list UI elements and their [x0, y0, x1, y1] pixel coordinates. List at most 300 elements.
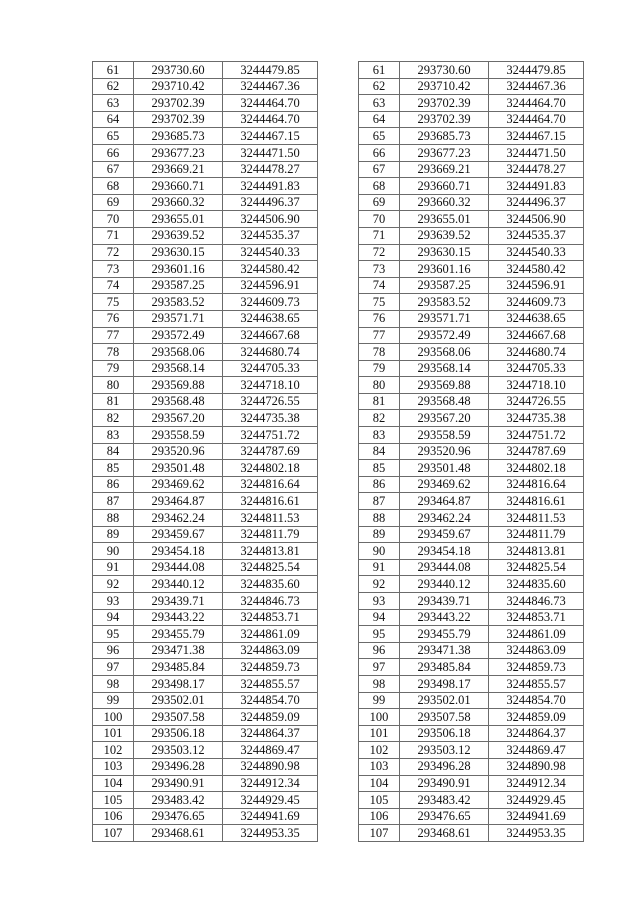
point-number-cell: 87: [93, 493, 134, 510]
y-coordinate-cell: 3244735.38: [489, 410, 584, 427]
point-number-cell: 86: [359, 476, 400, 493]
y-coordinate-cell: 3244816.64: [489, 476, 584, 493]
point-number-cell: 61: [359, 62, 400, 79]
table-row: [93, 742, 318, 759]
table-row: [359, 95, 584, 112]
y-coordinate-cell: 3244912.34: [489, 775, 584, 792]
y-coordinate-cell: 3244467.15: [223, 128, 318, 145]
x-coordinate-cell: 293471.38: [400, 642, 489, 659]
table-row: [359, 294, 584, 311]
y-coordinate-cell: 3244496.37: [223, 194, 318, 211]
point-number-cell: 106: [93, 808, 134, 825]
y-coordinate-cell: 3244811.79: [223, 526, 318, 543]
x-coordinate-cell: 293464.87: [134, 493, 223, 510]
y-coordinate-cell: 3244953.35: [489, 825, 584, 842]
table-row: [359, 244, 584, 261]
table-row: [359, 543, 584, 560]
point-number-cell: 107: [359, 825, 400, 842]
y-coordinate-cell: 3244816.64: [223, 476, 318, 493]
table-row: [93, 144, 318, 161]
point-number-cell: 107: [93, 825, 134, 842]
x-coordinate-cell: 293587.25: [400, 277, 489, 294]
x-coordinate-cell: 293485.84: [134, 659, 223, 676]
y-coordinate-cell: 3244890.98: [223, 758, 318, 775]
point-number-cell: 99: [359, 692, 400, 709]
point-number-cell: 100: [93, 709, 134, 726]
table-row: [93, 593, 318, 610]
x-coordinate-cell: 293568.14: [400, 360, 489, 377]
table-row: [359, 62, 584, 79]
point-number-cell: 100: [359, 709, 400, 726]
y-coordinate-cell: 3244464.70: [223, 111, 318, 128]
point-number-cell: 97: [93, 659, 134, 676]
point-number-cell: 95: [93, 626, 134, 643]
point-number-cell: 104: [93, 775, 134, 792]
table-row: [93, 576, 318, 593]
table-row: [359, 559, 584, 576]
x-coordinate-cell: 293660.32: [400, 194, 489, 211]
point-number-cell: 86: [93, 476, 134, 493]
x-coordinate-cell: 293583.52: [134, 294, 223, 311]
y-coordinate-cell: 3244835.60: [489, 576, 584, 593]
x-coordinate-cell: 293583.52: [400, 294, 489, 311]
y-coordinate-cell: 3244863.09: [489, 642, 584, 659]
y-coordinate-cell: 3244816.61: [489, 493, 584, 510]
x-coordinate-cell: 293677.23: [134, 144, 223, 161]
table-row: [359, 111, 584, 128]
table-row: [359, 709, 584, 726]
y-coordinate-cell: 3244811.53: [223, 510, 318, 527]
x-coordinate-cell: 293506.18: [134, 725, 223, 742]
table-row: [93, 178, 318, 195]
y-coordinate-cell: 3244667.68: [223, 327, 318, 344]
y-coordinate-cell: 3244854.70: [223, 692, 318, 709]
point-number-cell: 76: [359, 310, 400, 327]
x-coordinate-cell: 293502.01: [400, 692, 489, 709]
table-row: [359, 344, 584, 361]
table-row: [93, 825, 318, 842]
table-row: [359, 526, 584, 543]
x-coordinate-cell: 293685.73: [400, 128, 489, 145]
x-coordinate-cell: 293660.71: [134, 178, 223, 195]
y-coordinate-cell: 3244853.71: [223, 609, 318, 626]
point-number-cell: 76: [93, 310, 134, 327]
y-coordinate-cell: 3244667.68: [489, 327, 584, 344]
point-number-cell: 73: [93, 261, 134, 278]
table-row: [93, 476, 318, 493]
table-row: [93, 559, 318, 576]
point-number-cell: 85: [359, 460, 400, 477]
point-number-cell: 81: [93, 393, 134, 410]
y-coordinate-cell: 3244953.35: [223, 825, 318, 842]
point-number-cell: 98: [359, 675, 400, 692]
point-number-cell: 80: [359, 377, 400, 394]
x-coordinate-cell: 293572.49: [400, 327, 489, 344]
point-number-cell: 91: [93, 559, 134, 576]
table-row: [93, 460, 318, 477]
x-coordinate-cell: 293444.08: [400, 559, 489, 576]
table-row: [93, 111, 318, 128]
x-coordinate-cell: 293568.14: [134, 360, 223, 377]
x-coordinate-cell: 293459.67: [400, 526, 489, 543]
x-coordinate-cell: 293439.71: [400, 593, 489, 610]
point-number-cell: 101: [359, 725, 400, 742]
point-number-cell: 99: [93, 692, 134, 709]
x-coordinate-cell: 293462.24: [400, 510, 489, 527]
point-number-cell: 83: [93, 427, 134, 444]
x-coordinate-cell: 293639.52: [134, 227, 223, 244]
point-number-cell: 75: [359, 294, 400, 311]
table-row: [93, 427, 318, 444]
y-coordinate-cell: 3244471.50: [223, 144, 318, 161]
point-number-cell: 102: [359, 742, 400, 759]
y-coordinate-cell: 3244705.33: [223, 360, 318, 377]
y-coordinate-cell: 3244609.73: [489, 294, 584, 311]
x-coordinate-cell: 293630.15: [400, 244, 489, 261]
table-row: [93, 758, 318, 775]
x-coordinate-cell: 293496.28: [134, 758, 223, 775]
point-number-cell: 74: [93, 277, 134, 294]
table-row: [359, 360, 584, 377]
y-coordinate-cell: 3244718.10: [489, 377, 584, 394]
x-coordinate-cell: 293655.01: [134, 211, 223, 228]
point-number-cell: 62: [359, 78, 400, 95]
y-coordinate-cell: 3244540.33: [489, 244, 584, 261]
point-number-cell: 66: [359, 144, 400, 161]
x-coordinate-cell: 293462.24: [134, 510, 223, 527]
point-number-cell: 64: [93, 111, 134, 128]
y-coordinate-cell: 3244596.91: [223, 277, 318, 294]
table-row: [359, 692, 584, 709]
x-coordinate-cell: 293490.91: [134, 775, 223, 792]
point-number-cell: 87: [359, 493, 400, 510]
y-coordinate-cell: 3244478.27: [223, 161, 318, 178]
y-coordinate-cell: 3244540.33: [223, 244, 318, 261]
point-number-cell: 104: [359, 775, 400, 792]
table-row: [359, 128, 584, 145]
y-coordinate-cell: 3244853.71: [489, 609, 584, 626]
x-coordinate-cell: 293568.48: [134, 393, 223, 410]
x-coordinate-cell: 293677.23: [400, 144, 489, 161]
x-coordinate-cell: 293485.84: [400, 659, 489, 676]
table-row: [359, 659, 584, 676]
point-number-cell: 83: [359, 427, 400, 444]
table-row: [359, 808, 584, 825]
table-row: [359, 194, 584, 211]
y-coordinate-cell: 3244859.73: [223, 659, 318, 676]
point-number-cell: 96: [359, 642, 400, 659]
point-number-cell: 105: [93, 792, 134, 809]
table-row: [359, 742, 584, 759]
table-row: [359, 443, 584, 460]
x-coordinate-cell: 293454.18: [134, 543, 223, 560]
y-coordinate-cell: 3244825.54: [223, 559, 318, 576]
table-row: [93, 443, 318, 460]
table-row: [359, 775, 584, 792]
y-coordinate-cell: 3244506.90: [223, 211, 318, 228]
x-coordinate-cell: 293498.17: [400, 675, 489, 692]
y-coordinate-cell: 3244869.47: [489, 742, 584, 759]
point-number-cell: 101: [93, 725, 134, 742]
table-row: [359, 576, 584, 593]
point-number-cell: 69: [93, 194, 134, 211]
x-coordinate-cell: 293730.60: [400, 62, 489, 79]
table-row: [93, 360, 318, 377]
table-row: [93, 161, 318, 178]
point-number-cell: 96: [93, 642, 134, 659]
x-coordinate-cell: 293702.39: [134, 111, 223, 128]
y-coordinate-cell: 3244479.85: [223, 62, 318, 79]
point-number-cell: 68: [359, 178, 400, 195]
x-coordinate-cell: 293507.58: [134, 709, 223, 726]
table-row: [359, 476, 584, 493]
x-coordinate-cell: 293630.15: [134, 244, 223, 261]
table-row: [359, 792, 584, 809]
point-number-cell: 92: [359, 576, 400, 593]
table-row: [359, 410, 584, 427]
y-coordinate-cell: 3244680.74: [223, 344, 318, 361]
y-coordinate-cell: 3244825.54: [489, 559, 584, 576]
point-number-cell: 72: [93, 244, 134, 261]
point-number-cell: 81: [359, 393, 400, 410]
point-number-cell: 80: [93, 377, 134, 394]
y-coordinate-cell: 3244751.72: [489, 427, 584, 444]
x-coordinate-cell: 293558.59: [400, 427, 489, 444]
table-row: [359, 227, 584, 244]
table-row: [93, 244, 318, 261]
x-coordinate-cell: 293702.39: [134, 95, 223, 112]
x-coordinate-cell: 293567.20: [134, 410, 223, 427]
point-number-cell: 68: [93, 178, 134, 195]
y-coordinate-cell: 3244535.37: [223, 227, 318, 244]
point-number-cell: 98: [93, 675, 134, 692]
x-coordinate-cell: 293660.32: [134, 194, 223, 211]
y-coordinate-cell: 3244846.73: [223, 593, 318, 610]
point-number-cell: 63: [93, 95, 134, 112]
point-number-cell: 65: [359, 128, 400, 145]
table-row: [359, 493, 584, 510]
table-row: [359, 626, 584, 643]
point-number-cell: 91: [359, 559, 400, 576]
y-coordinate-cell: 3244811.53: [489, 510, 584, 527]
table-row: [359, 460, 584, 477]
table-row: [93, 510, 318, 527]
point-number-cell: 89: [359, 526, 400, 543]
x-coordinate-cell: 293501.48: [400, 460, 489, 477]
point-number-cell: 77: [359, 327, 400, 344]
table-row: [359, 310, 584, 327]
y-coordinate-cell: 3244855.57: [223, 675, 318, 692]
table-row: [93, 277, 318, 294]
table-row: [93, 709, 318, 726]
y-coordinate-cell: 3244813.81: [489, 543, 584, 560]
x-coordinate-cell: 293468.61: [400, 825, 489, 842]
point-number-cell: 88: [93, 510, 134, 527]
y-coordinate-cell: 3244802.18: [489, 460, 584, 477]
table-row: [359, 609, 584, 626]
table-row: [93, 775, 318, 792]
x-coordinate-cell: 293639.52: [400, 227, 489, 244]
y-coordinate-cell: 3244912.34: [223, 775, 318, 792]
x-coordinate-cell: 293443.22: [400, 609, 489, 626]
point-number-cell: 72: [359, 244, 400, 261]
x-coordinate-cell: 293469.62: [400, 476, 489, 493]
table-row: [93, 194, 318, 211]
x-coordinate-cell: 293443.22: [134, 609, 223, 626]
table-row: [93, 344, 318, 361]
point-number-cell: 85: [93, 460, 134, 477]
table-row: [359, 78, 584, 95]
y-coordinate-cell: 3244638.65: [223, 310, 318, 327]
table-row: [93, 78, 318, 95]
y-coordinate-cell: 3244464.70: [489, 111, 584, 128]
table-row: [359, 393, 584, 410]
x-coordinate-cell: 293601.16: [400, 261, 489, 278]
table-row: [93, 808, 318, 825]
y-coordinate-cell: 3244496.37: [489, 194, 584, 211]
y-coordinate-cell: 3244471.50: [489, 144, 584, 161]
table-row: [359, 277, 584, 294]
x-coordinate-cell: 293469.62: [134, 476, 223, 493]
x-coordinate-cell: 293558.59: [134, 427, 223, 444]
table-row: [93, 227, 318, 244]
y-coordinate-cell: 3244861.09: [489, 626, 584, 643]
point-number-cell: 73: [359, 261, 400, 278]
table-row: [359, 211, 584, 228]
y-coordinate-cell: 3244638.65: [489, 310, 584, 327]
y-coordinate-cell: 3244846.73: [489, 593, 584, 610]
point-number-cell: 64: [359, 111, 400, 128]
y-coordinate-cell: 3244467.15: [489, 128, 584, 145]
table-row: [359, 758, 584, 775]
table-row: [93, 609, 318, 626]
table-row: [359, 161, 584, 178]
x-coordinate-cell: 293455.79: [134, 626, 223, 643]
table-row: [93, 393, 318, 410]
x-coordinate-cell: 293710.42: [134, 78, 223, 95]
point-number-cell: 77: [93, 327, 134, 344]
point-number-cell: 90: [359, 543, 400, 560]
point-number-cell: 71: [93, 227, 134, 244]
y-coordinate-cell: 3244929.45: [489, 792, 584, 809]
table-row: [93, 310, 318, 327]
x-coordinate-cell: 293459.67: [134, 526, 223, 543]
x-coordinate-cell: 293506.18: [400, 725, 489, 742]
point-number-cell: 94: [359, 609, 400, 626]
x-coordinate-cell: 293464.87: [400, 493, 489, 510]
table-row: [359, 675, 584, 692]
x-coordinate-cell: 293571.71: [134, 310, 223, 327]
y-coordinate-cell: 3244596.91: [489, 277, 584, 294]
table-row: [93, 792, 318, 809]
x-coordinate-cell: 293455.79: [400, 626, 489, 643]
point-number-cell: 79: [359, 360, 400, 377]
x-coordinate-cell: 293520.96: [134, 443, 223, 460]
point-number-cell: 106: [359, 808, 400, 825]
table-row: [359, 593, 584, 610]
y-coordinate-cell: 3244580.42: [223, 261, 318, 278]
table-row: [93, 725, 318, 742]
y-coordinate-cell: 3244705.33: [489, 360, 584, 377]
table-row: [93, 675, 318, 692]
x-coordinate-cell: 293439.71: [134, 593, 223, 610]
y-coordinate-cell: 3244726.55: [489, 393, 584, 410]
y-coordinate-cell: 3244854.70: [489, 692, 584, 709]
y-coordinate-cell: 3244859.73: [489, 659, 584, 676]
x-coordinate-cell: 293503.12: [134, 742, 223, 759]
y-coordinate-cell: 3244941.69: [489, 808, 584, 825]
y-coordinate-cell: 3244855.57: [489, 675, 584, 692]
point-number-cell: 89: [93, 526, 134, 543]
y-coordinate-cell: 3244813.81: [223, 543, 318, 560]
y-coordinate-cell: 3244680.74: [489, 344, 584, 361]
x-coordinate-cell: 293507.58: [400, 709, 489, 726]
y-coordinate-cell: 3244726.55: [223, 393, 318, 410]
x-coordinate-cell: 293702.39: [400, 95, 489, 112]
point-number-cell: 74: [359, 277, 400, 294]
x-coordinate-cell: 293730.60: [134, 62, 223, 79]
y-coordinate-cell: 3244816.61: [223, 493, 318, 510]
point-number-cell: 93: [93, 593, 134, 610]
y-coordinate-cell: 3244609.73: [223, 294, 318, 311]
x-coordinate-cell: 293468.61: [134, 825, 223, 842]
x-coordinate-cell: 293572.49: [134, 327, 223, 344]
point-number-cell: 84: [359, 443, 400, 460]
x-coordinate-cell: 293568.48: [400, 393, 489, 410]
y-coordinate-cell: 3244467.36: [223, 78, 318, 95]
x-coordinate-cell: 293660.71: [400, 178, 489, 195]
table-row: [93, 410, 318, 427]
point-number-cell: 67: [93, 161, 134, 178]
x-coordinate-cell: 293476.65: [400, 808, 489, 825]
y-coordinate-cell: 3244718.10: [223, 377, 318, 394]
table-row: [93, 294, 318, 311]
x-coordinate-cell: 293502.01: [134, 692, 223, 709]
x-coordinate-cell: 293601.16: [134, 261, 223, 278]
y-coordinate-cell: 3244735.38: [223, 410, 318, 427]
x-coordinate-cell: 293669.21: [134, 161, 223, 178]
point-number-cell: 61: [93, 62, 134, 79]
table-row: [93, 261, 318, 278]
point-number-cell: 92: [93, 576, 134, 593]
x-coordinate-cell: 293490.91: [400, 775, 489, 792]
x-coordinate-cell: 293440.12: [400, 576, 489, 593]
table-row: [93, 692, 318, 709]
point-number-cell: 69: [359, 194, 400, 211]
y-coordinate-cell: 3244491.83: [223, 178, 318, 195]
y-coordinate-cell: 3244467.36: [489, 78, 584, 95]
x-coordinate-cell: 293440.12: [134, 576, 223, 593]
y-coordinate-cell: 3244864.37: [223, 725, 318, 742]
point-number-cell: 71: [359, 227, 400, 244]
y-coordinate-cell: 3244535.37: [489, 227, 584, 244]
coordinate-table-right: [358, 61, 584, 842]
y-coordinate-cell: 3244861.09: [223, 626, 318, 643]
x-coordinate-cell: 293483.42: [134, 792, 223, 809]
y-coordinate-cell: 3244787.69: [223, 443, 318, 460]
y-coordinate-cell: 3244491.83: [489, 178, 584, 195]
y-coordinate-cell: 3244859.09: [489, 709, 584, 726]
point-number-cell: 82: [359, 410, 400, 427]
point-number-cell: 62: [93, 78, 134, 95]
table-row: [359, 144, 584, 161]
x-coordinate-cell: 293568.06: [134, 344, 223, 361]
x-coordinate-cell: 293655.01: [400, 211, 489, 228]
x-coordinate-cell: 293702.39: [400, 111, 489, 128]
point-number-cell: 94: [93, 609, 134, 626]
table-row: [93, 642, 318, 659]
y-coordinate-cell: 3244787.69: [489, 443, 584, 460]
